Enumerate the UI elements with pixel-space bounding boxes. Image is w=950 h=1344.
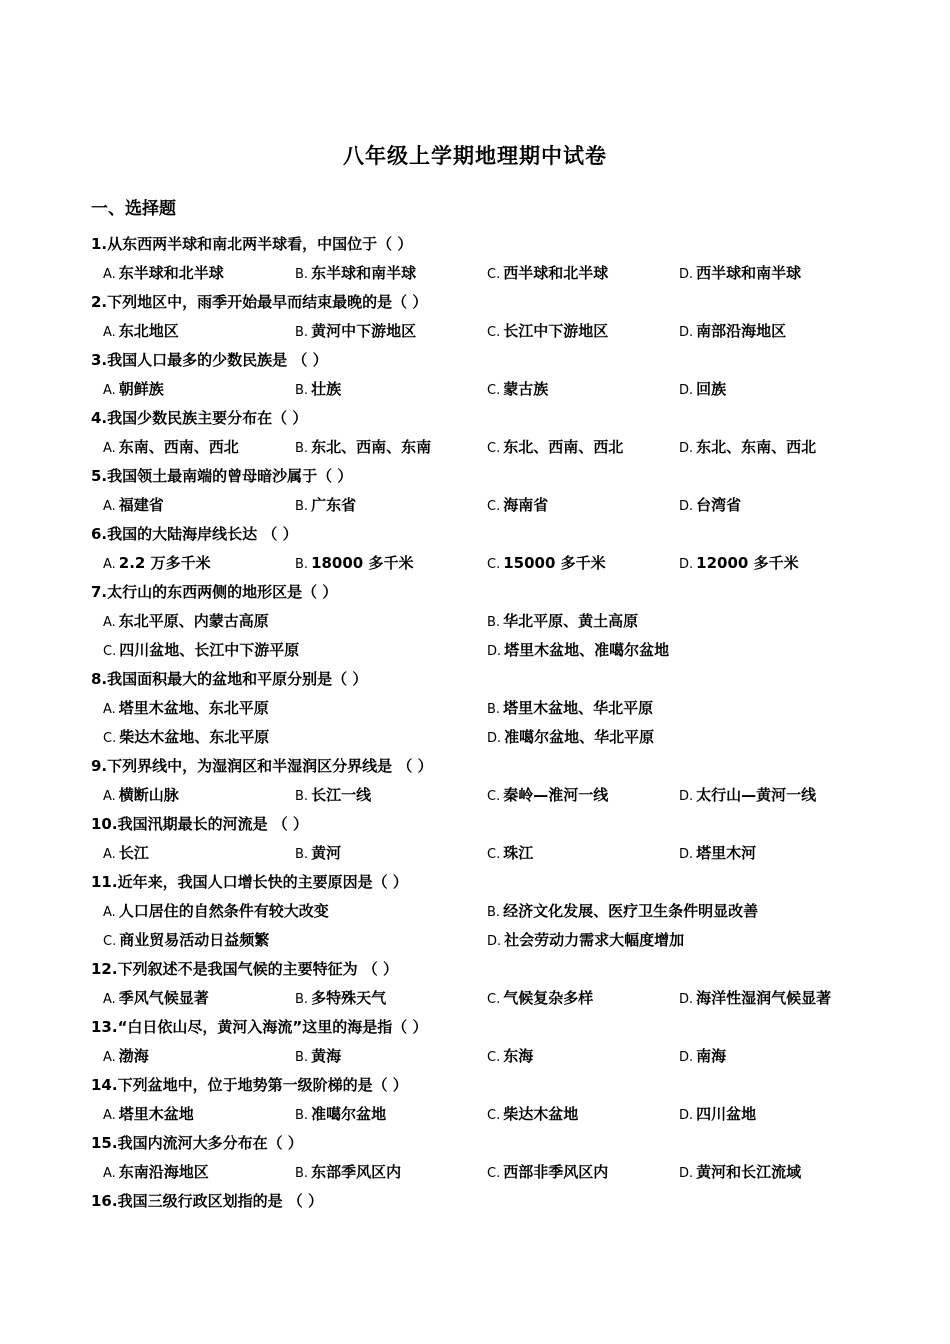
question-stem: 5.我国领土最南端的曾母暗沙属于（ ） [91,467,353,485]
option-row [91,433,871,462]
answer-option [103,549,295,579]
option-letter: D. [679,1166,694,1181]
option-letter: B. [295,441,309,456]
option-letter: A. [103,267,116,282]
option-row [91,984,871,1013]
option-letter: C. [487,557,501,572]
option-letter: D. [679,1050,694,1065]
option-row [91,607,871,636]
answer-option [679,549,871,579]
option-text: 蒙古族 [503,380,549,398]
option-text: 东北平原、内蒙古高原 [118,612,269,630]
question-stem: 11.近年来，我国人口增长快的主要原因是（ ） [91,873,408,891]
option-letter: D. [679,325,694,340]
option-letter: B. [295,383,309,398]
option-letter: A. [103,499,116,514]
answer-option [295,491,487,521]
answer-option [295,259,487,289]
option-text: 广东省 [311,496,357,514]
option-row [91,694,871,723]
option-letter: A. [103,905,116,920]
answer-option [487,607,871,637]
option-text: 珠江 [503,844,534,862]
option-letter: C. [103,731,117,746]
option-text: 准噶尔盆地、华北平原 [504,728,655,746]
option-letter: C. [103,644,117,659]
option-letter: C. [487,1108,501,1123]
option-letter: C. [487,992,501,1007]
option-letter: B. [295,267,309,282]
answer-option [487,897,871,927]
option-text: 塔里木盆地、东北平原 [118,699,269,717]
option-text: 长江一线 [311,786,372,804]
answer-option [679,1158,871,1188]
option-text: 海洋性湿润气候显著 [696,989,832,1007]
option-text: 东半球和南半球 [311,264,417,282]
option-text: 多特殊天气 [311,989,387,1007]
option-text: 社会劳动力需求大幅度增加 [504,931,685,949]
option-text: 人口居住的自然条件有较大改变 [118,902,329,920]
answer-option [103,984,295,1014]
option-text: 台湾省 [696,496,742,514]
option-text: 东部季风区内 [311,1163,402,1181]
option-text: 12000 多千米 [696,554,799,572]
answer-option [103,375,295,405]
option-text: 回族 [696,380,727,398]
answer-option [487,1158,679,1188]
option-letter: B. [295,499,309,514]
option-row [91,636,871,665]
question-stem: 2.下列地区中，雨季开始最早而结束最晚的是（ ） [91,293,428,311]
option-text: 太行山—黄河一线 [696,786,817,804]
option-letter: C. [487,847,501,862]
answer-option [295,1042,487,1072]
option-text: 长江中下游地区 [503,322,609,340]
answer-option [103,926,487,956]
option-row [91,491,871,520]
option-letter: B. [487,702,501,717]
option-row [91,549,871,578]
option-text: 黄海 [311,1047,342,1065]
option-letter: A. [103,441,116,456]
answer-option [103,636,487,666]
option-letter: A. [103,557,116,572]
option-text: 四川盆地、长江中下游平原 [119,641,300,659]
option-letter: A. [103,325,116,340]
option-text: 准噶尔盆地 [311,1105,387,1123]
option-row [91,1042,871,1071]
option-text: 柴达木盆地、东北平原 [119,728,270,746]
option-text: 季风气候显著 [118,989,209,1007]
answer-option [487,491,679,521]
option-text: 秦岭—淮河一线 [503,786,609,804]
answer-option [487,694,871,724]
question-stem: 1.从东西两半球和南北两半球看，中国位于（ ） [91,235,413,253]
option-letter: D. [679,267,694,282]
option-text: 18000 多千米 [311,554,414,572]
option-text: 气候复杂多样 [503,989,594,1007]
answer-option [487,549,679,579]
option-text: 西半球和北半球 [503,264,609,282]
question-stem: 12.下列叙述不是我国气候的主要特征为 （ ） [91,960,399,978]
answer-option [487,317,679,347]
option-letter: D. [679,992,694,1007]
question-stem: 14.下列盆地中，位于地势第一级阶梯的是（ ） [91,1076,408,1094]
option-text: 柴达木盆地 [503,1105,579,1123]
option-text: 塔里木河 [696,844,757,862]
question-stem: 9.下列界线中，为湿润区和半湿润区分界线是 （ ） [91,757,433,775]
answer-option [295,839,487,869]
option-text: 渤海 [118,1047,149,1065]
option-letter: A. [103,1108,116,1123]
answer-option [487,259,679,289]
option-letter: D. [679,499,694,514]
option-letter: A. [103,789,116,804]
option-text: 黄河中下游地区 [311,322,417,340]
answer-option [679,491,871,521]
option-text: 黄河 [311,844,342,862]
option-text: 西部非季风区内 [503,1163,609,1181]
answer-option [487,433,679,463]
answer-option [487,984,679,1014]
option-text: 华北平原、黄土高原 [503,612,639,630]
option-text: 塔里木盆地、华北平原 [503,699,654,717]
answer-option [295,1158,487,1188]
answer-option [679,375,871,405]
option-row [91,317,871,346]
answer-option [487,1042,679,1072]
option-text: 朝鲜族 [118,380,164,398]
option-text: 四川盆地 [696,1105,757,1123]
option-text: 黄河和长江流域 [696,1163,802,1181]
option-letter: B. [295,1108,309,1123]
answer-option [103,897,487,927]
option-letter: B. [295,325,309,340]
option-letter: B. [487,615,501,630]
option-letter: B. [295,847,309,862]
option-row [91,375,871,404]
option-text: 长江 [118,844,149,862]
option-text: 东北地区 [118,322,179,340]
option-letter: A. [103,1050,116,1065]
option-letter: A. [103,615,116,630]
option-text: 福建省 [118,496,164,514]
answer-option [103,1042,295,1072]
answer-option [679,317,871,347]
option-text: 东北、西南、东南 [311,438,432,456]
option-row [91,259,871,288]
answer-option [295,317,487,347]
option-text: 海南省 [503,496,549,514]
answer-option [103,781,295,811]
option-text: 横断山脉 [118,786,179,804]
option-letter: A. [103,992,116,1007]
answer-option [103,839,295,869]
option-letter: C. [487,1050,501,1065]
option-letter: D. [679,847,694,862]
option-text: 2.2 万多千米 [118,554,211,572]
answer-option [487,1100,679,1130]
answer-option [103,433,295,463]
option-letter: D. [679,383,694,398]
answer-option [295,433,487,463]
answer-option [103,723,487,753]
option-letter: C. [487,325,501,340]
option-text: 商业贸易活动日益频繁 [119,931,270,949]
option-letter: D. [487,731,502,746]
option-text: 东南沿海地区 [118,1163,209,1181]
answer-option [295,1100,487,1130]
option-letter: A. [103,383,116,398]
option-letter: C. [487,499,501,514]
answer-option [679,433,871,463]
option-letter: C. [487,383,501,398]
answer-option [295,984,487,1014]
option-letter: D. [679,441,694,456]
option-letter: B. [295,1050,309,1065]
answer-option [679,984,871,1014]
question-stem: 10.我国汛期最长的河流是 （ ） [91,815,309,833]
option-letter: A. [103,847,116,862]
answer-option [487,839,679,869]
answer-option [103,694,487,724]
answer-option [103,317,295,347]
option-row [91,897,871,926]
question-stem: 4.我国少数民族主要分布在（ ） [91,409,308,427]
option-row [91,781,871,810]
option-row [91,1158,871,1187]
option-row [91,1100,871,1129]
answer-option [103,1100,295,1130]
option-text: 经济文化发展、医疗卫生条件明显改善 [503,902,759,920]
answer-option [487,375,679,405]
option-row [91,723,871,752]
option-letter: B. [295,992,309,1007]
option-letter: D. [487,934,502,949]
question-stem: 16.我国三级行政区划指的是 （ ） [91,1192,324,1210]
option-text: 15000 多千米 [503,554,606,572]
question-stem: 3.我国人口最多的少数民族是 （ ） [91,351,328,369]
option-letter: B. [295,1166,309,1181]
option-row [91,926,871,955]
question-stem: 15.我国内流河大多分布在（ ） [91,1134,303,1152]
option-text: 塔里木盆地 [118,1105,194,1123]
answer-option [295,781,487,811]
section-heading: 一、选择题 [91,199,176,219]
option-text: 南海 [696,1047,727,1065]
answer-option [295,549,487,579]
option-text: 东南、西南、西北 [118,438,239,456]
option-text: 东半球和北半球 [118,264,224,282]
answer-option [487,926,871,956]
option-letter: B. [487,905,501,920]
answer-option [103,259,295,289]
option-letter: A. [103,1166,116,1181]
option-text: 东海 [503,1047,534,1065]
option-letter: C. [487,1166,501,1181]
option-letter: D. [679,1108,694,1123]
option-letter: B. [295,557,309,572]
option-letter: D. [679,789,694,804]
answer-option [679,1042,871,1072]
option-letter: C. [487,267,501,282]
option-letter: D. [487,644,502,659]
option-letter: C. [487,441,501,456]
answer-option [295,375,487,405]
option-letter: A. [103,702,116,717]
page-title: 八年级上学期地理期中试卷 [343,144,607,168]
answer-option [487,636,871,666]
option-letter: B. [295,789,309,804]
answer-option [487,723,871,753]
option-letter: D. [679,557,694,572]
question-list [91,230,871,1216]
option-text: 南部沿海地区 [696,322,787,340]
option-text: 东北、西南、西北 [503,438,624,456]
option-text: 东北、东南、西北 [696,438,817,456]
option-letter: C. [103,934,117,949]
answer-option [103,491,295,521]
answer-option [679,839,871,869]
option-text: 塔里木盆地、准噶尔盆地 [504,641,670,659]
question-stem: 8.我国面积最大的盆地和平原分别是（ ） [91,670,368,688]
answer-option [679,1100,871,1130]
option-text: 西半球和南半球 [696,264,802,282]
answer-option [103,1158,295,1188]
question-stem: 13.“白日依山尽，黄河入海流”这里的海是指（ ） [91,1018,428,1036]
answer-option [487,781,679,811]
question-stem: 6.我国的大陆海岸线长达 （ ） [91,525,298,543]
option-row [91,839,871,868]
answer-option [679,259,871,289]
answer-option [103,607,487,637]
option-letter: C. [487,789,501,804]
answer-option [679,781,871,811]
question-stem: 7.太行山的东西两侧的地形区是（ ） [91,583,338,601]
option-text: 壮族 [311,380,342,398]
